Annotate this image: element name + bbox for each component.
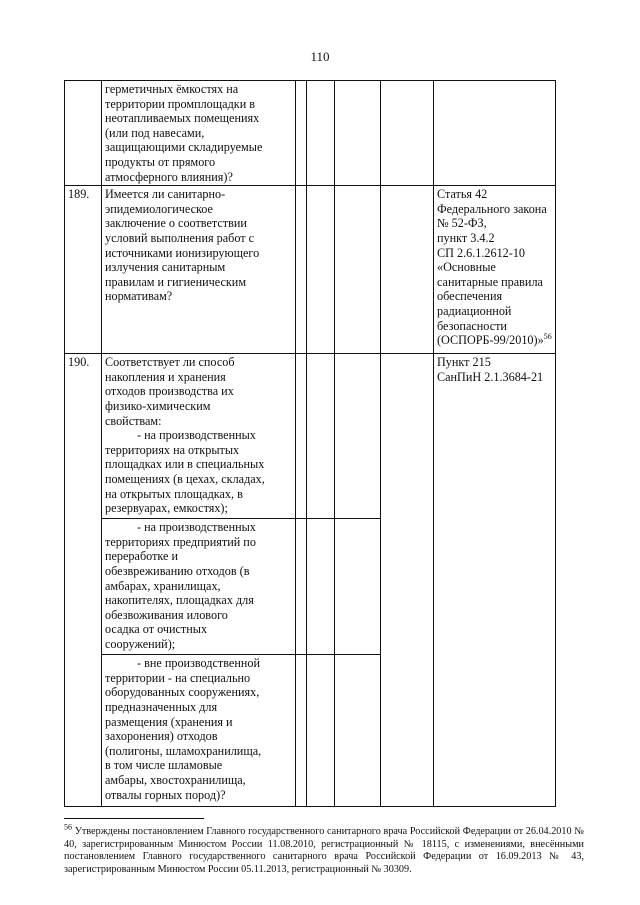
row-number-cell: 189.	[65, 186, 102, 354]
page-number: 110	[310, 49, 330, 64]
checkbox-cell	[307, 519, 335, 655]
requirements-table	[64, 80, 556, 807]
checkbox-cell	[296, 81, 307, 186]
checkbox-cell	[335, 354, 381, 519]
reference-cell	[434, 186, 556, 354]
question-cell	[102, 354, 296, 519]
checkbox-cell	[296, 655, 307, 807]
table-row	[65, 354, 556, 519]
footnote-number: 56	[64, 822, 72, 832]
table-row	[65, 81, 556, 186]
checkbox-cell	[296, 186, 307, 354]
checkbox-cell	[307, 186, 335, 354]
reference-cell: Пункт 215 СанПиН 2.1.3684-21	[434, 354, 556, 807]
question-cell: Имеется ли санитарно- эпидемиологическое заключение о соответствии условий выполнения работ с источниками ионизирующего излучения санитарным правилам и гигиеническим нормативам?	[102, 186, 296, 354]
checkbox-cell	[335, 81, 381, 186]
reference-cell	[434, 81, 556, 186]
question-intro: Соответствует ли способ накопления и хранения отходов производства их физико-химическим свойствам:	[105, 355, 235, 428]
row-number-cell	[65, 81, 102, 186]
checkbox-cell	[296, 354, 307, 519]
table-row	[65, 186, 556, 354]
question-cell: - вне производственной территории - на специально оборудованных сооружениях, предназначенных для размещения (хранения и захоронения) отходов (полигоны, шламохранилища, в том числе шламовые амбары, хвостохранилища, отвалы горных пород)?	[102, 655, 296, 807]
checkbox-cell	[381, 186, 434, 354]
question-cell: герметичных ёмкостях на территории промплощадки в неотапливаемых помещениях (или под навесами, защищающими складируемые продукты от прямого атмосферного влияния)?	[102, 81, 296, 186]
checkbox-cell	[307, 354, 335, 519]
checkbox-cell	[296, 519, 307, 655]
checkbox-cell	[307, 655, 335, 807]
footnote-text: Утверждены постановлением Главного государственного санитарного врача Российской Федерации от 26.04.2010 № 40, зарегистрированным Минюстом России 11.08.2010, регистрационный № 18115, с изменениями, внесёнными постановлением Главного государственного санитарного врача Российской Федерации от 16.09.2013 № 43, зарегистрированным Минюстом России 05.11.2013, регистрационный № 30309.	[64, 826, 584, 875]
checkbox-cell	[335, 186, 381, 354]
footnote	[64, 822, 584, 876]
checkbox-cell	[307, 81, 335, 186]
reference-text: Статья 42 Федерального закона № 52-ФЗ, пункт 3.4.2 СП 2.6.1.2612-10 «Основные санитарные правила обеспечения радиационной безопасности (ОСПОРБ-99/2010)»	[437, 187, 547, 348]
checkbox-cell	[335, 519, 381, 655]
row-number-cell: 190.	[65, 354, 102, 807]
checkbox-cell	[381, 354, 434, 807]
checkbox-cell	[335, 655, 381, 807]
question-cell: - на производственных территориях предприятий по переработке и обезвреживанию отходов (в амбарах, хранилищах, накопителях, площадках для обезвоживания илового осадка от очистных сооружений);	[102, 519, 296, 655]
footnote-marker: 56	[543, 332, 552, 342]
question-subitem: - на производственных территориях на открытых площадках или в специальных помещениях (в цехах, складах, на открытых площадках, в резервуарах, емкостях);	[105, 428, 265, 516]
footnote-divider	[64, 818, 204, 819]
checkbox-cell	[381, 81, 434, 186]
